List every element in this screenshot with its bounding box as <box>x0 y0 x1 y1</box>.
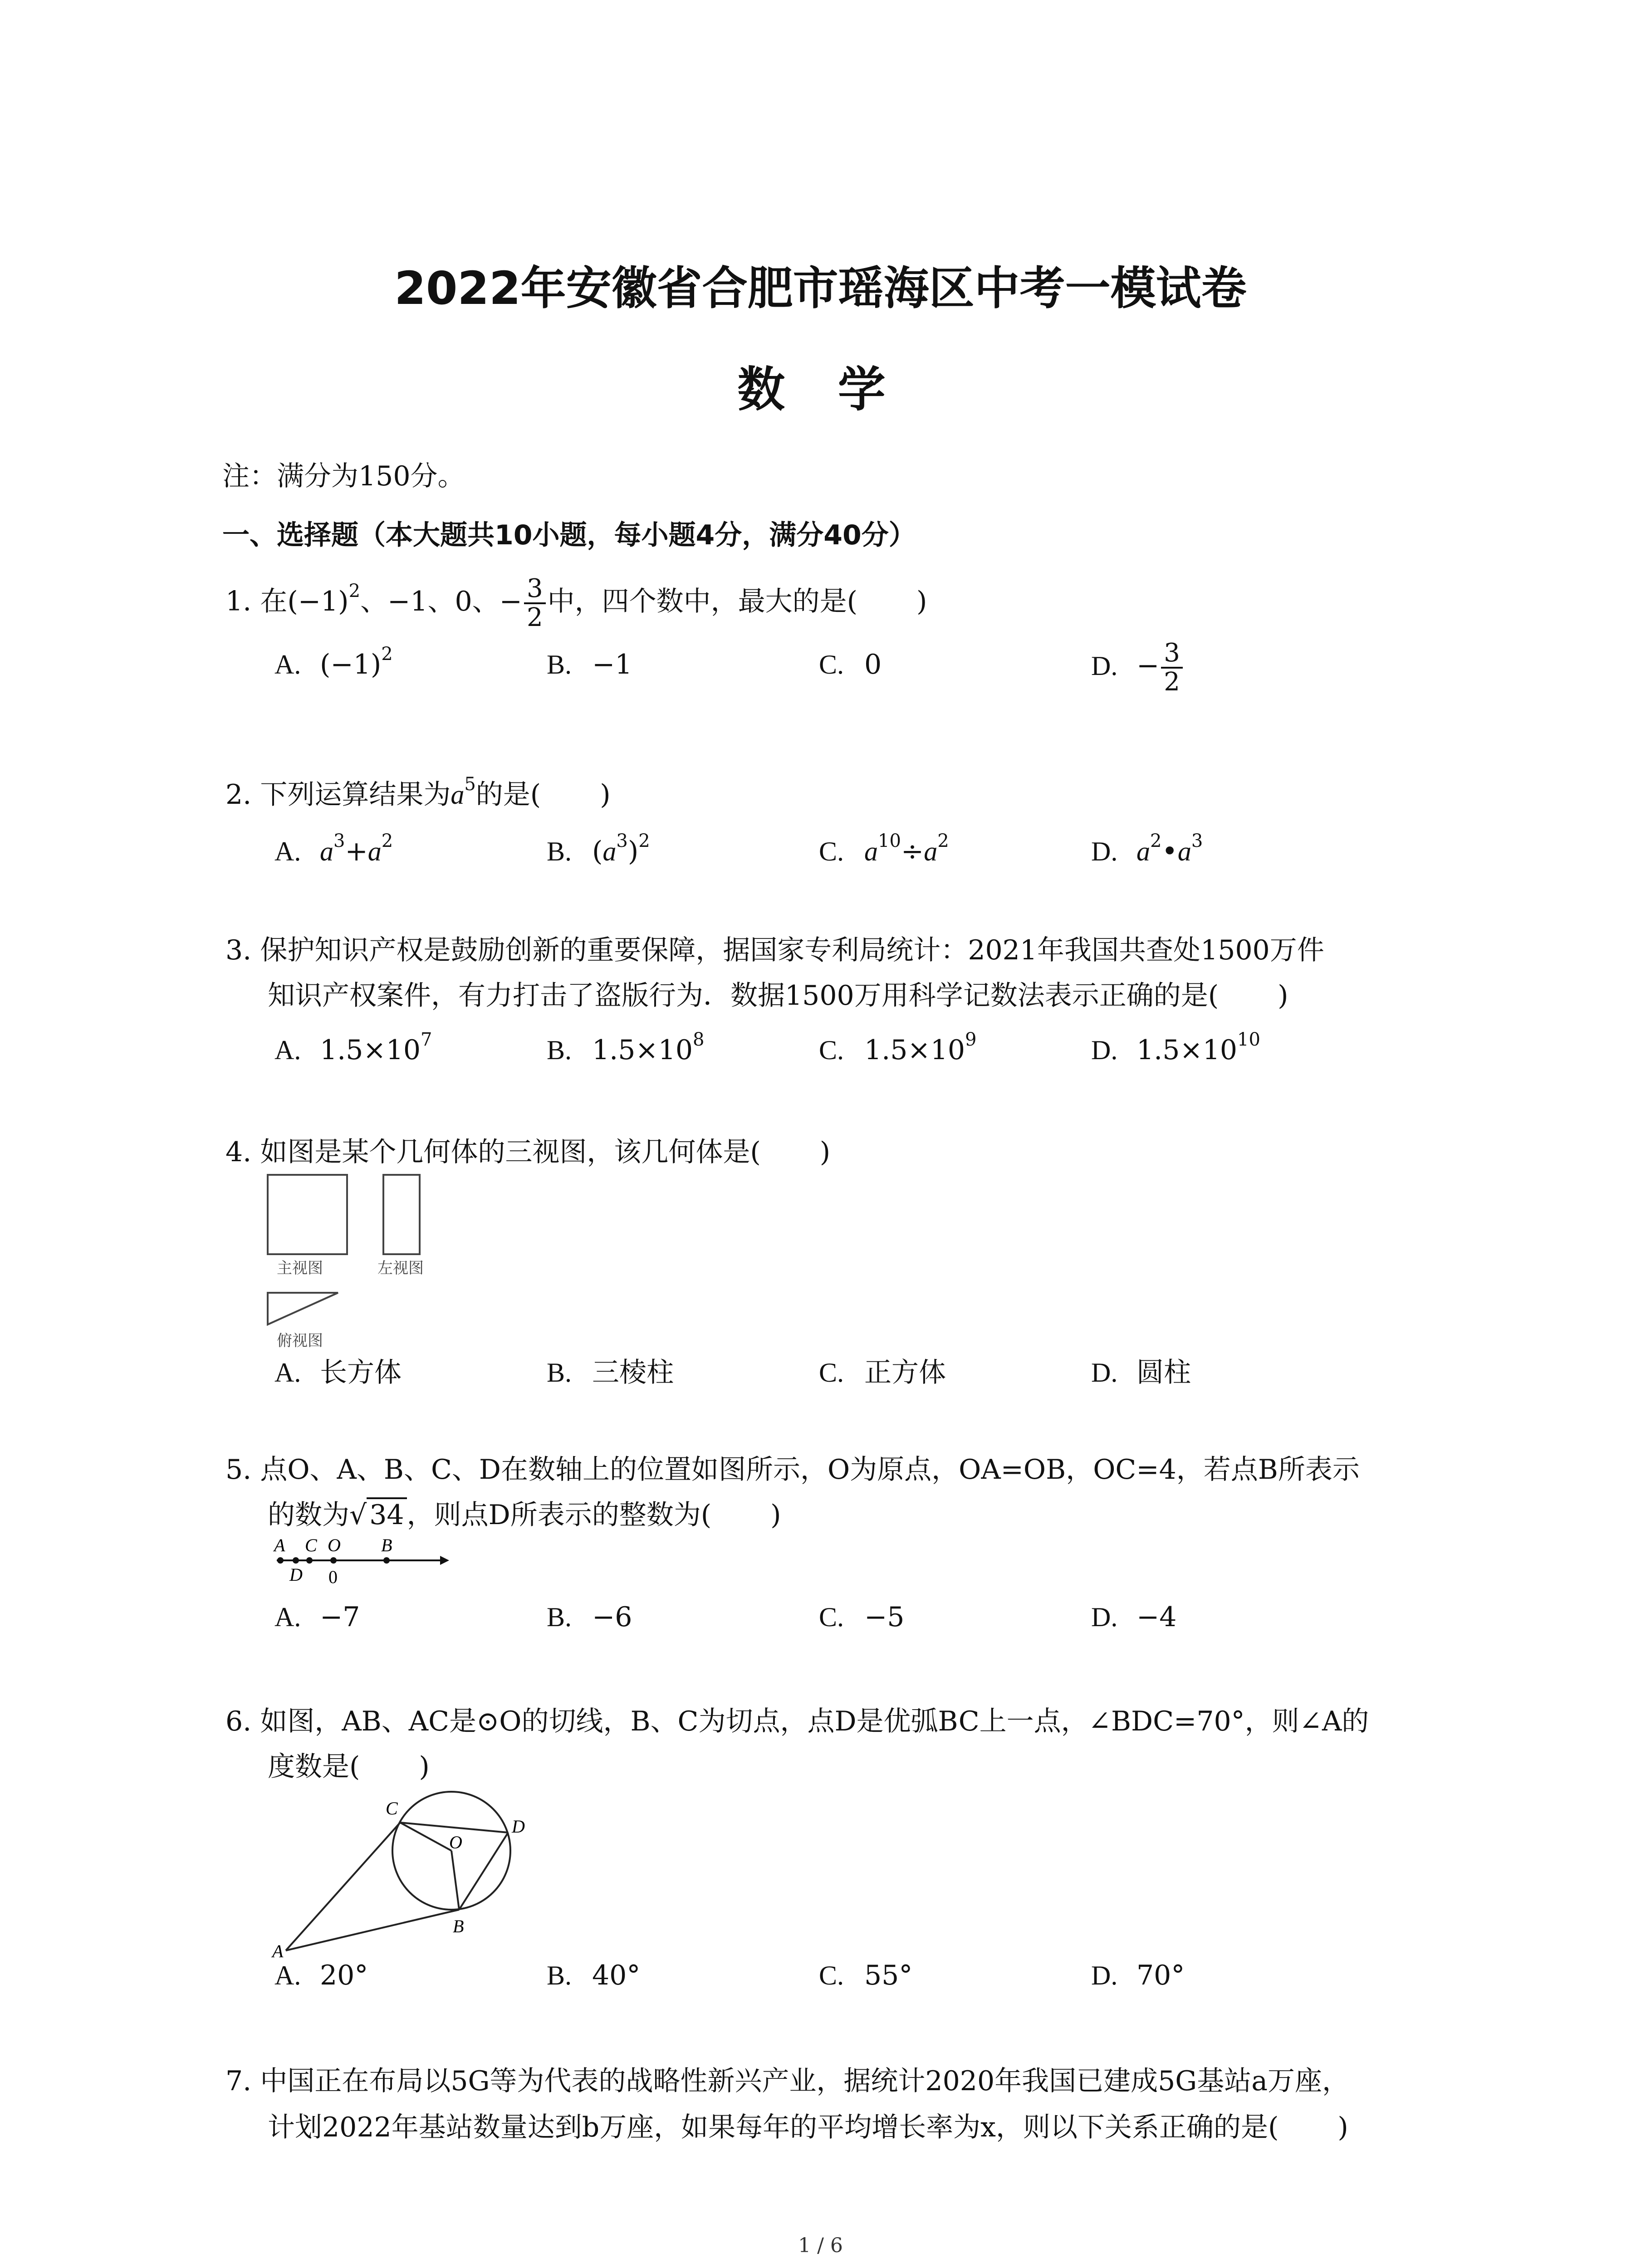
subject-title: 数 学 <box>737 362 904 417</box>
q4-option-b: B. 三棱柱 <box>547 1357 674 1388</box>
sqrt-expression: √ 34 <box>349 1497 407 1531</box>
q6-option-d: D. 70° <box>1091 1960 1185 1991</box>
label-o: O <box>449 1832 462 1853</box>
question-3: 3. 保护知识产权是鼓励创新的重要保障，据国家专利局统计：2021年我国共查处1500万件 <box>225 934 1324 966</box>
point-c <box>306 1557 313 1564</box>
tangent-ac <box>286 1823 400 1950</box>
q4-option-a: A. 长方体 <box>274 1357 402 1388</box>
label-a: A <box>272 1941 284 1960</box>
label-c: C <box>386 1798 398 1818</box>
q2-option-a: A. $a^3+a^2$ <box>274 831 393 867</box>
tangent-ab <box>286 1910 459 1950</box>
q1-option-c: C. 0 <box>819 649 882 680</box>
q3-option-a: A. $1.5\times 10^7$ <box>274 1029 432 1066</box>
question-1 <box>225 575 927 631</box>
question-4: 4. 如图是某个几何体的三视图，该几何体是( ) <box>225 1136 831 1168</box>
question-6-line2: 度数是( ) <box>268 1751 430 1783</box>
label-zero: 0 <box>328 1567 338 1587</box>
top-view-label: 俯视图 <box>277 1332 323 1350</box>
q3-option-b: B. $1.5\times 10^8$ <box>547 1029 705 1066</box>
q5-option-a: A. −7 <box>274 1601 360 1633</box>
q2-option-c: C. $a^{10}\div a^2$ <box>819 831 949 867</box>
q3-option-c: C. $1.5\times 10^9$ <box>819 1029 977 1066</box>
label-d: D <box>289 1564 303 1585</box>
q1-number: 1. <box>225 585 252 617</box>
fraction: $\frac{3}{2}$ <box>1161 640 1183 696</box>
q1-option-a: A. $(-1)^2$ <box>274 644 393 680</box>
question-7-line2: 计划2022年基站数量达到b万座，如果每年的平均增长率为x，则以下关系正确的是( ) <box>268 2112 1348 2143</box>
question-5: 5. 点O、A、B、C、D在数轴上的位置如图所示，O为原点，OA=OB，OC=4，若点B所表示 <box>225 1454 1360 1486</box>
circle-tangent-figure <box>263 1787 535 1960</box>
point-a <box>277 1557 284 1564</box>
axis-arrow <box>440 1556 449 1565</box>
chord-db <box>459 1833 508 1910</box>
q1-option-d: D. − $\frac{3}{2}$ <box>1091 640 1185 696</box>
section-heading: 一、选择题（本大题共10小题，每小题4分，满分40分） <box>222 519 916 551</box>
label-b: B <box>453 1916 464 1936</box>
label-a: A <box>274 1535 285 1555</box>
label-b: B <box>381 1535 392 1555</box>
left-view-label: 左视图 <box>377 1259 424 1277</box>
label-d: D <box>512 1816 525 1837</box>
q2-option-b: B. $(a^3)^2$ <box>547 831 650 867</box>
score-note: 注：满分为150分。 <box>222 460 465 492</box>
question-5-line2: 的数为√ 34 ，则点D所表示的整数为( ) <box>268 1497 781 1533</box>
q5-option-d: D. −4 <box>1091 1601 1177 1633</box>
point-o <box>330 1557 337 1564</box>
exam-title: 2022年安徽省合肥市瑶海区中考一模试卷 <box>394 262 1247 315</box>
q2-option-d: D. $a^2•a^3$ <box>1091 831 1203 867</box>
question-2: 2. 下列运算结果为$a^5$的是( ) <box>225 774 611 811</box>
q6-option-c: C. 55° <box>819 1960 913 1991</box>
q6-option-a: A. 20° <box>274 1960 368 1991</box>
radius-ob <box>451 1851 459 1910</box>
number-line-figure <box>268 1533 458 1592</box>
q5-option-b: B. −6 <box>547 1601 632 1633</box>
q1-option-b: B. −1 <box>547 649 632 680</box>
page-number: 1 / 6 <box>798 2234 843 2257</box>
point-d <box>293 1557 299 1564</box>
q6-option-b: B. 40° <box>547 1960 641 1991</box>
question-7: 7. 中国正在布局以5G等为代表的战略性新兴产业，据统计2020年我国已建成5G基站a万座， <box>225 2065 1349 2097</box>
fraction: $\frac{3}{2}$ <box>524 575 546 631</box>
point-b <box>383 1557 390 1564</box>
question-3-line2: 知识产权案件，有力打击了盗版行为．数据1500万用科学记数法表示正确的是( ) <box>268 980 1288 1012</box>
question-6: 6. 如图，AB、AC是⊙O的切线，B、C为切点，点D是优弧BC上一点，∠BDC=70°，则∠A的 <box>225 1706 1369 1737</box>
q5-option-c: C. −5 <box>819 1601 905 1633</box>
top-view <box>268 1293 338 1325</box>
q3-option-d: D. $1.5\times 10^{10}$ <box>1091 1029 1260 1066</box>
label-c: C <box>305 1535 317 1555</box>
front-view <box>268 1175 347 1254</box>
q4-option-d: D. 圆柱 <box>1091 1357 1191 1388</box>
q1-stem: 在$(-1)^2$、−1、0、− $\frac{3}{2}$ 中，四个数中，最大的是( ) <box>260 574 927 632</box>
label-o: O <box>328 1535 341 1555</box>
q4-option-c: C. 正方体 <box>819 1357 946 1388</box>
front-view-label: 主视图 <box>277 1259 323 1277</box>
left-view <box>383 1175 420 1254</box>
